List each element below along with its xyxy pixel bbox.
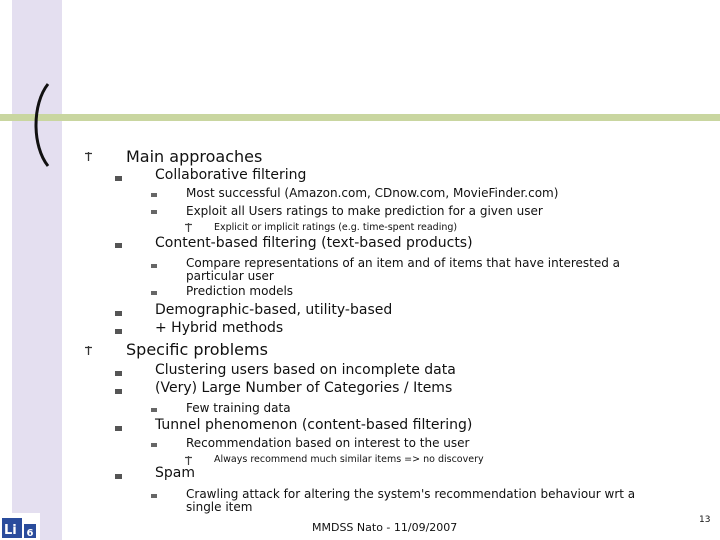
bullet-icon xyxy=(114,174,123,183)
bullet-icon xyxy=(150,289,159,298)
bullet-icon xyxy=(114,327,123,336)
bullet-icon xyxy=(150,208,159,217)
bullet-prediction-models: Prediction models xyxy=(186,284,294,298)
footer-text: MMDSS Nato - 11/09/2007 xyxy=(312,521,458,534)
bullet-icon xyxy=(150,492,159,501)
bullet-tunnel: Tunnel phenomenon (content-based filtering) xyxy=(155,417,473,433)
bullet-collaborative-filtering: Collaborative filtering xyxy=(155,167,307,183)
page-number: 13 xyxy=(699,515,711,525)
bullet-content-based: Content-based filtering (text-based products) xyxy=(155,235,473,251)
bullet-icon xyxy=(114,472,123,481)
bullet-crawling-attack: Crawling attack for altering the system's recommendation behaviour wrt a xyxy=(186,487,636,501)
title-rule xyxy=(0,114,720,121)
svg-text:Li: Li xyxy=(4,523,17,538)
bullet-icon xyxy=(84,346,93,355)
bullet-icon xyxy=(184,223,193,232)
bullet-icon xyxy=(150,406,159,415)
bullet-explicit-implicit: Explicit or implicit ratings (e.g. time-spent reading) xyxy=(214,222,458,233)
bullet-demographic: Demographic-based, utility-based xyxy=(155,302,393,318)
bullet-icon xyxy=(114,309,123,318)
sidebar-decoration xyxy=(12,0,62,540)
bullet-compare-representations: Compare representations of an item and of items that have interested a xyxy=(186,256,620,270)
bullet-exploit-ratings: Exploit all Users ratings to make prediction for a given user xyxy=(186,204,543,218)
bullet-compare-continuation: particular user xyxy=(186,269,274,283)
bullet-icon xyxy=(84,152,93,161)
bracket-decoration xyxy=(26,82,56,168)
bullet-icon xyxy=(150,191,159,200)
bullet-few-training: Few training data xyxy=(186,401,291,415)
bullet-most-successful: Most successful (Amazon.com, CDnow.com, MovieFinder.com) xyxy=(186,186,559,200)
bullet-large-number: (Very) Large Number of Categories / Items xyxy=(155,380,453,396)
bullet-crawling-continuation: single item xyxy=(186,500,253,514)
bullet-spam: Spam xyxy=(155,465,195,481)
bullet-icon xyxy=(114,241,123,250)
bullet-icon xyxy=(114,387,123,396)
bullet-clustering: Clustering users based on incomplete data xyxy=(155,362,456,378)
bullet-hybrid: + Hybrid methods xyxy=(155,320,284,336)
heading-main-approaches: Main approaches xyxy=(126,147,263,166)
bullet-always-recommend: Always recommend much similar items => no discovery xyxy=(214,454,484,465)
bullet-icon xyxy=(114,369,123,378)
lip6-logo xyxy=(0,513,40,540)
heading-specific-problems: Specific problems xyxy=(126,340,268,359)
bullet-icon xyxy=(150,441,159,450)
bullet-recommendation-interest: Recommendation based on interest to the user xyxy=(186,436,470,450)
bullet-icon xyxy=(150,262,159,271)
bullet-icon xyxy=(114,424,123,433)
svg-text:6: 6 xyxy=(26,528,34,539)
bullet-icon xyxy=(184,456,193,465)
